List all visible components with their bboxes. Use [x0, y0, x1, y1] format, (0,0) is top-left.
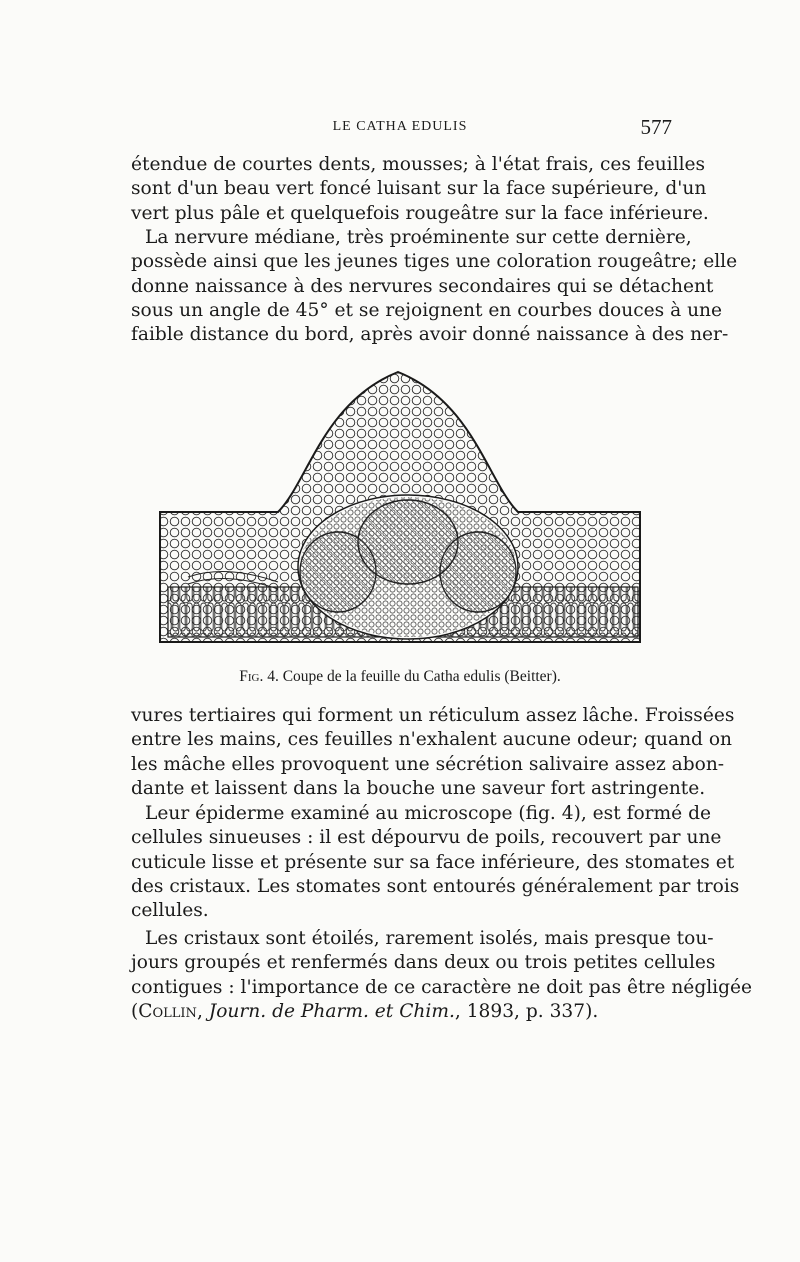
text-line: des cristaux. Les stomates sont entourés généralement par trois [131, 875, 740, 897]
paragraph-4 [131, 802, 740, 923]
page-number: 577 [640, 115, 672, 139]
text-line: Les cristaux sont étoilés, rarement isolés, mais presque tou- [145, 928, 714, 949]
text-line: cellules sinueuses : il est dépourvu de poils, recouvert par une [131, 827, 722, 849]
text-line: dante et laissent dans la bouche une saveur fort astringente. [131, 777, 706, 799]
text-line: sont d'un beau vert foncé luisant sur la face supérieure, d'un [131, 178, 707, 200]
citation-author: Collin [138, 1000, 197, 1022]
citation-line [131, 1000, 673, 1024]
text-line: les mâche elles provoquent une sécrétion salivaire assez abon- [131, 753, 725, 775]
text-line: cellules. [131, 900, 209, 922]
figure-caption [130, 668, 670, 686]
text-line: étendue de courtes dents, mousses; à l'état frais, ces feuilles [131, 154, 706, 175]
paragraph-3 [131, 704, 735, 801]
figure-label: Fig. 4. [239, 668, 279, 685]
text-line: vures tertiaires qui forment un réticulum assez lâche. Froissées [131, 705, 735, 726]
text-line: vert plus pâle et quelquefois rougeâtre sur la face inférieure. [131, 202, 709, 224]
paragraph-5 [131, 927, 753, 1024]
text-line: donne naissance à des nervures secondaires qui se détachent [131, 275, 714, 297]
figure-caption-text: Coupe de la feuille du Catha edulis (Beitter). [282, 668, 561, 685]
citation-details: , 1893, p. 337). [454, 1000, 599, 1022]
text-line: La nervure médiane, très proéminente sur cette dernière, [145, 227, 692, 248]
leaf-cross-section-illustration [158, 362, 642, 660]
text-line: entre les mains, ces feuilles n'exhalent aucune odeur; quand on [131, 729, 733, 751]
page-header [130, 115, 670, 139]
citation-open: ( [131, 1000, 139, 1022]
running-title: LE CATHA EDULIS [332, 119, 468, 134]
citation-journal: Journ. de Pharm. et Chim. [208, 1000, 455, 1022]
citation-separator: , [196, 1000, 209, 1022]
text-line: jours groupés et renfermés dans deux ou trois petites cellules [131, 952, 716, 974]
paragraph-2 [131, 226, 738, 347]
paragraph-1 [131, 153, 709, 226]
text-line: faible distance du bord, après avoir donné naissance à des ner- [131, 324, 729, 346]
text-line: Leur épiderme examiné au microscope (fig. 4), est formé de [145, 803, 712, 824]
text-line: sous un angle de 45° et se rejoignent en courbes douces à une [131, 299, 723, 321]
text-line: contigues : l'importance de ce caractère ne doit pas être négligée [131, 976, 753, 998]
text-line: cuticule lisse et présente sur sa face inférieure, des stomates et [131, 851, 735, 873]
text-line: possède ainsi que les jeunes tiges une coloration rougeâtre; elle [131, 251, 738, 273]
